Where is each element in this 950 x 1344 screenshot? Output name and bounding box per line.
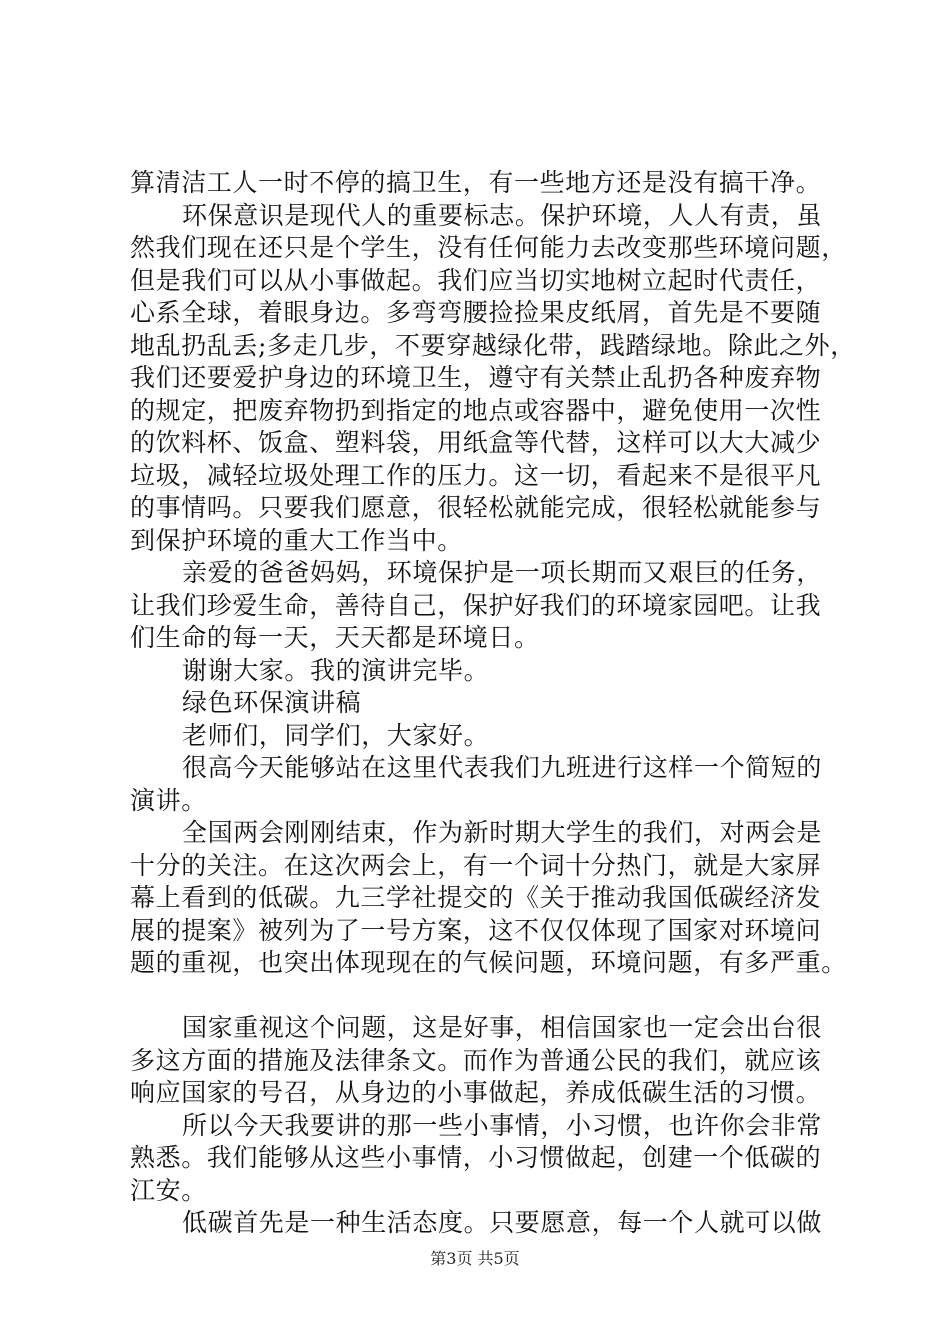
text-line: 谢谢大家。我的演讲完毕。	[182, 655, 490, 685]
text-line: 的规定，把废弃物扔到指定的地点或容器中，避免使用一次性	[130, 395, 822, 425]
text-line: 十分的关注。在这次两会上，有一个词十分热门，就是大家屏	[130, 850, 822, 880]
text-line: 但是我们可以从小事做起。我们应当切实地树立起时代责任，	[130, 265, 822, 295]
text-line: 多这方面的措施及法律条文。而作为普通公民的我们，就应该	[130, 1045, 822, 1075]
text-line: 全国两会刚刚结束，作为新时期大学生的我们，对两会是	[182, 818, 823, 847]
page-footer: 第3页 共5页	[430, 1249, 520, 1268]
text-line: 响应国家的号召，从身边的小事做起，养成低碳生活的习惯。	[130, 1078, 822, 1107]
text-line: 到保护环境的重大工作当中。	[130, 525, 463, 555]
text-line: 们生命的每一天，天天都是环境日。	[130, 623, 540, 652]
text-line: 亲爱的爸爸妈妈，环境保护是一项长期而又艰巨的任务，	[182, 558, 823, 587]
text-line: 所以今天我要讲的那一些小事情，小习惯，也许你会非常	[182, 1110, 823, 1140]
text-line: 很高今天能够站在这里代表我们九班进行这样一个简短的	[182, 753, 823, 782]
text-line: 熟悉。我们能够从这些小事情，小习惯做起，创建一个低碳的	[130, 1143, 822, 1172]
text-line: 心系全球，着眼身边。多弯弯腰捡捡果皮纸屑，首先是不要随	[130, 298, 822, 327]
text-line: 题的重视，也突出体现现在的气候问题，环境问题，有多严重。	[130, 948, 847, 977]
text-line: 的饮料杯、饭盒、塑料袋，用纸盒等代替，这样可以大大减少	[130, 428, 822, 457]
text-line: 环保意识是现代人的重要标志。保护环境，人人有责，虽	[182, 200, 823, 230]
text-line: 江安。	[130, 1175, 207, 1205]
text-line: 让我们珍爱生命，善待自己，保护好我们的环境家园吧。让我	[130, 590, 822, 620]
text-line: 算清洁工人一时不停的搞卫生，有一些地方还是没有搞干净。	[130, 168, 822, 197]
text-line: 地乱扔乱丢;多走几步，不要穿越绿化带，践踏绿地。除此之外，	[130, 330, 856, 360]
text-line: 老师们，同学们，大家好。	[182, 720, 490, 750]
text-line: 低碳首先是一种生活态度。只要愿意，每一个人就可以做	[182, 1208, 823, 1237]
text-line: 国家重视这个问题，这是好事，相信国家也一定会出台很	[182, 1013, 823, 1042]
blank-line	[130, 980, 860, 1013]
text-line: 然我们现在还只是个学生，没有任何能力去改变那些环境问题，	[130, 233, 847, 262]
text-line: 绿色环保演讲稿	[182, 688, 362, 717]
document-body	[130, 167, 860, 1240]
text-line: 幕上看到的低碳。九三学社提交的《关于推动我国低碳经济发	[130, 883, 822, 912]
text-line: 展的提案》被列为了一号方案，这不仅仅体现了国家对环境问	[130, 915, 822, 945]
text-line: 垃圾，减轻垃圾处理工作的压力。这一切，看起来不是很平凡	[130, 460, 822, 490]
text-line: 演讲。	[130, 785, 207, 815]
text-line: 的事情吗。只要我们愿意，很轻松就能完成，很轻松就能参与	[130, 493, 822, 522]
text-line: 我们还要爱护身边的环境卫生，遵守有关禁止乱扔各种废弃物	[130, 363, 822, 392]
